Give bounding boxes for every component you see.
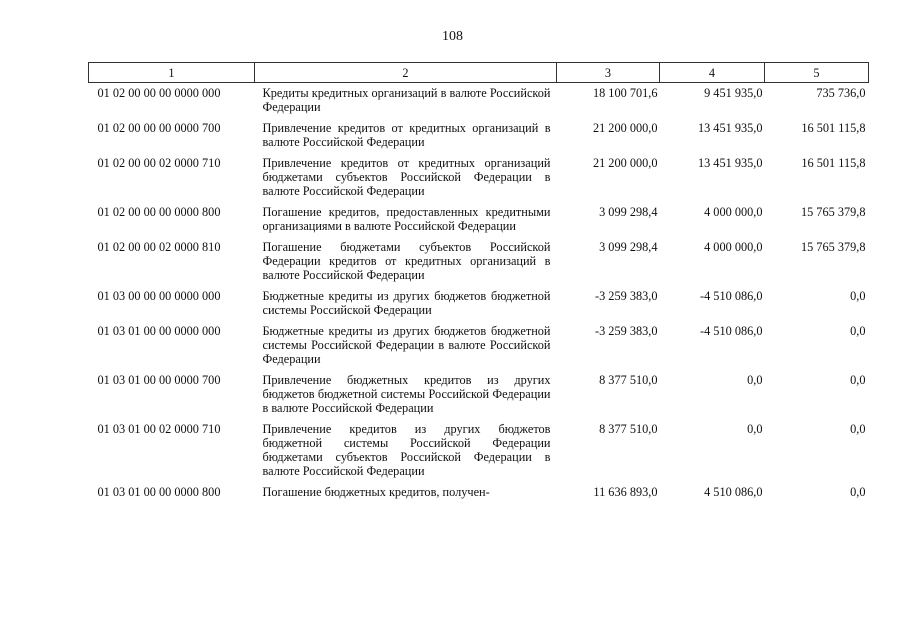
- column-header-name: 2: [255, 63, 557, 83]
- row-name: Бюджетные кредиты из других бюджетов бюджетной системы Российской Федерации в валюте Российской Федерации: [262, 324, 551, 366]
- row-amount-2: 13 451 935,0: [697, 121, 763, 135]
- row-amount-1: 21 200 000,0: [592, 156, 658, 170]
- row-code: 01 02 00 00 00 0000 000: [97, 86, 221, 100]
- row-amount-1: 8 377 510,0: [599, 422, 658, 436]
- row-name: Привлечение кредитов из других бюджетов бюджетной системы Российской Федерации бюджетами субъектов Российской Федерации в валюте Российской Федерации: [262, 422, 551, 478]
- row-code: 01 02 00 00 02 0000 810: [97, 240, 221, 254]
- table-body: [89, 83, 869, 505]
- row-name: Привлечение кредитов от кредитных организаций бюджетами субъектов Российской Федерации в валюте Российской Федерации: [262, 156, 551, 198]
- row-code: 01 03 01 00 00 0000 800: [97, 485, 221, 499]
- page-number: 108: [442, 29, 463, 44]
- row-code: 01 03 01 00 00 0000 000: [97, 324, 221, 338]
- row-amount-3: 0,0: [850, 289, 866, 303]
- row-amount-3: 735 736,0: [816, 86, 866, 100]
- row-name: Погашение кредитов, предоставленных кредитными организациями в валюте Российской Федерации: [262, 205, 551, 233]
- row-amount-2: 9 451 935,0: [704, 86, 763, 100]
- row-code: 01 02 00 00 00 0000 700: [97, 121, 221, 135]
- row-name: Кредиты кредитных организаций в валюте Российской Федерации: [262, 86, 551, 114]
- table-row: [89, 154, 869, 203]
- row-amount-3: 15 765 379,8: [800, 205, 866, 219]
- table-row: [89, 203, 869, 238]
- row-amount-1: 18 100 701,6: [592, 86, 658, 100]
- row-amount-1: -3 259 383,0: [594, 324, 658, 338]
- table-row: [89, 371, 869, 420]
- row-amount-3: 0,0: [850, 373, 866, 387]
- table-row: [89, 322, 869, 371]
- table-header-row: [89, 63, 869, 83]
- budget-sources-table: [88, 62, 869, 504]
- column-header-amount-2: 4: [660, 63, 765, 83]
- row-amount-1: 8 377 510,0: [599, 373, 658, 387]
- row-name: Бюджетные кредиты из других бюджетов бюджетной системы Российской Федерации: [262, 289, 551, 317]
- row-amount-2: -4 510 086,0: [699, 324, 763, 338]
- row-amount-2: 13 451 935,0: [697, 156, 763, 170]
- row-amount-1: 3 099 298,4: [599, 240, 658, 254]
- table-row: [89, 83, 869, 120]
- row-amount-1: 21 200 000,0: [592, 121, 658, 135]
- row-amount-3: 15 765 379,8: [800, 240, 866, 254]
- row-amount-3: 0,0: [850, 485, 866, 499]
- row-amount-2: 0,0: [747, 422, 763, 436]
- row-amount-2: 4 510 086,0: [704, 485, 763, 499]
- table-row: [89, 119, 869, 154]
- row-amount-2: 0,0: [747, 373, 763, 387]
- row-code: 01 02 00 00 00 0000 800: [97, 205, 221, 219]
- row-name: Погашение бюджетных кредитов, получен-: [262, 485, 490, 499]
- row-amount-2: -4 510 086,0: [699, 289, 763, 303]
- row-code: 01 03 00 00 00 0000 000: [97, 289, 221, 303]
- row-amount-3: 16 501 115,8: [801, 156, 866, 170]
- row-amount-1: 11 636 893,0: [593, 485, 658, 499]
- row-name: Привлечение бюджетных кредитов из других бюджетов бюджетной системы Российской Федерации в валюте Российской Федерации: [262, 373, 551, 415]
- row-code: 01 03 01 00 00 0000 700: [97, 373, 221, 387]
- row-name: Погашение бюджетами субъектов Российской Федерации кредитов от кредитных организаций в валюте Российской Федерации: [262, 240, 551, 282]
- column-header-amount-1: 3: [557, 63, 660, 83]
- row-amount-3: 0,0: [850, 422, 866, 436]
- table-row: [89, 420, 869, 483]
- row-amount-3: 16 501 115,8: [801, 121, 866, 135]
- table-row: [89, 287, 869, 322]
- column-header-amount-3: 5: [765, 63, 869, 83]
- row-code: 01 02 00 00 02 0000 710: [97, 156, 221, 170]
- row-amount-1: 3 099 298,4: [599, 205, 658, 219]
- table-row: [89, 238, 869, 287]
- row-amount-2: 4 000 000,0: [704, 240, 763, 254]
- row-name: Привлечение кредитов от кредитных организаций в валюте Российской Федерации: [262, 121, 551, 149]
- row-amount-1: -3 259 383,0: [594, 289, 658, 303]
- row-code: 01 03 01 00 02 0000 710: [97, 422, 221, 436]
- row-amount-2: 4 000 000,0: [704, 205, 763, 219]
- table-row: [89, 483, 869, 504]
- row-amount-3: 0,0: [850, 324, 866, 338]
- column-header-code: 1: [89, 63, 255, 83]
